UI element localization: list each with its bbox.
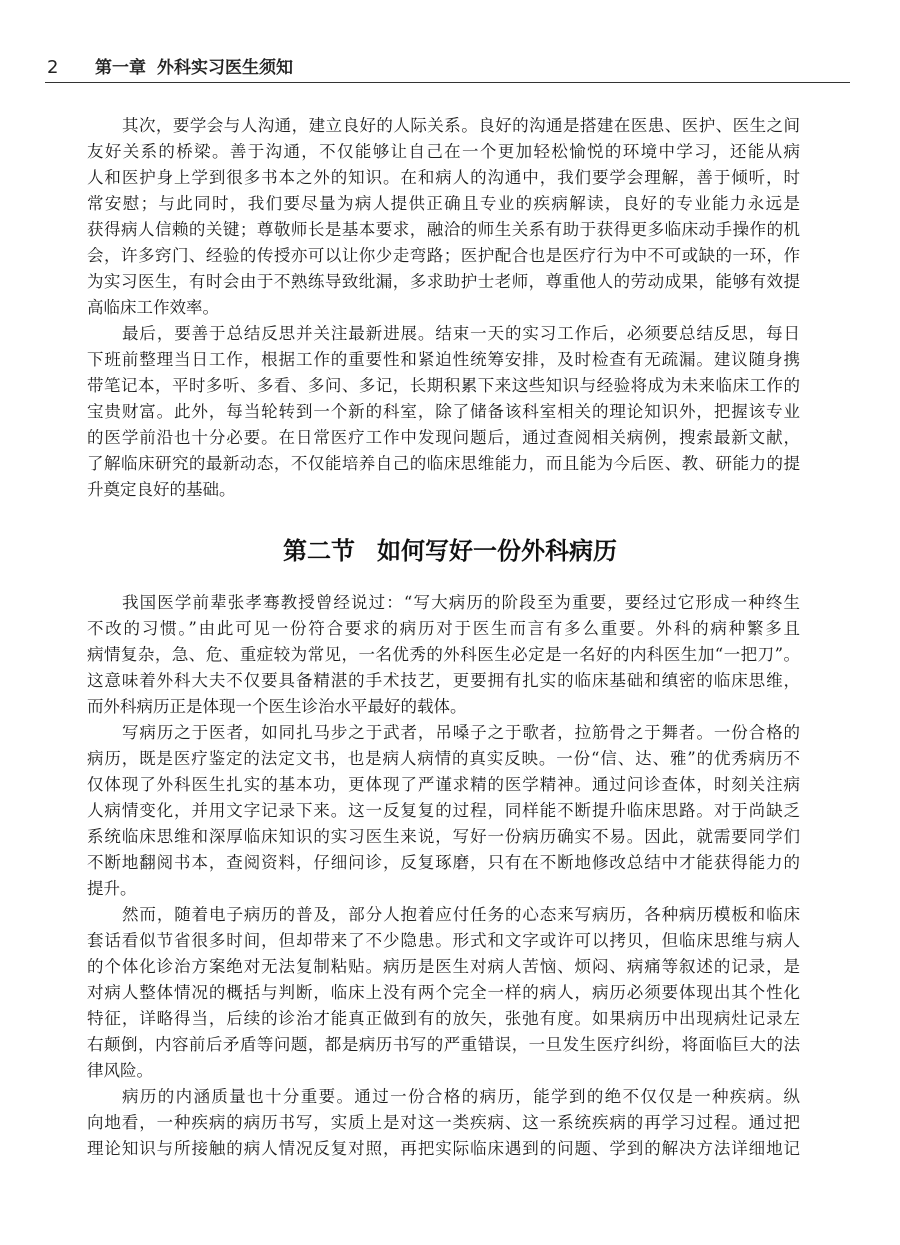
text-line: 仅体现了外科医生扎实的基本功，更体现了严谨求精的医学精神。通过问诊查体，时刻关注病 xyxy=(87,775,800,794)
paragraph xyxy=(87,321,800,503)
text-line: 套话看似节省很多时间，但却带来了不少隐患。形式和文字或许可以拷贝，但临床思维与病人 xyxy=(87,931,800,950)
paragraph xyxy=(87,1084,800,1162)
text-line: 友好关系的桥梁。善于沟通，不仅能够让自己在一个更加轻松愉悦的环境中学习，还能从病 xyxy=(87,142,800,161)
text-line: 带笔记本，平时多听、多看、多问、多记，长期积累下来这些知识与经验将成为未来临床工作的 xyxy=(87,376,800,395)
text-line: 获得病人信赖的关键；尊敬师长是基本要求，融洽的师生关系有助于获得更多临床动手操作的机 xyxy=(87,220,800,239)
text-line: 升奠定良好的基础。 xyxy=(87,480,236,499)
text-line: 不改的习惯。”由此可见一份符合要求的病历对于医生而言有多么重要。外科的病种繁多且 xyxy=(87,619,800,638)
text-line: 写病历之于医者，如同扎马步之于武者，吊嗓子之于歌者，拉筋骨之于舞者。一份合格的 xyxy=(122,723,800,742)
text-line: 的医学前沿也十分必要。在日常医疗工作中发现问题后，通过查阅相关病例，搜索最新文献， xyxy=(87,428,800,447)
text-line: 的个体化诊治方案绝对无法复制粘贴。病历是医生对病人苦恼、烦闷、病痛等叙述的记录，是 xyxy=(87,957,800,976)
text-line: 理论知识与所接触的病人情况反复对照，再把实际临床遇到的问题、学到的解决方法详细地记 xyxy=(87,1139,800,1158)
text-line: 而外科病历正是体现一个医生诊治水平最好的载体。 xyxy=(87,697,467,716)
text-line: 下班前整理当日工作，根据工作的重要性和紧迫性统筹安排，及时检查有无疏漏。建议随身携 xyxy=(87,350,800,369)
text-line: 其次，要学会与人沟通，建立良好的人际关系。良好的沟通是搭建在医患、医护、医生之间 xyxy=(122,116,800,135)
text-line: 常安慰；与此同时，我们要尽量为病人提供正确且专业的疾病解读，良好的专业能力永远是 xyxy=(87,194,800,213)
text-line: 右颠倒，内容前后矛盾等问题，都是病历书写的严重错误，一旦发生医疗纠纷，将面临巨大的法 xyxy=(87,1035,800,1054)
text-line: 提升。 xyxy=(87,879,137,898)
page-number: 2 xyxy=(47,57,59,78)
text-line: 对病人整体情况的概括与判断，临床上没有两个完全一样的病人，病历必须要体现出其个性化 xyxy=(87,983,800,1002)
text-line: 我国医学前辈张孝骞教授曾经说过：“写大病历的阶段至为重要，要经过它形成一种终生 xyxy=(122,593,800,612)
text-line: 人病情变化，并用文字记录下来。这一反复复的过程，同样能不断提升临床思路。对于尚缺乏 xyxy=(87,801,800,820)
section-text xyxy=(87,590,800,1162)
section-heading xyxy=(0,531,900,571)
text-line: 病历，既是医疗鉴定的法定文书，也是病人病情的真实反映。一份“信、达、雅”的优秀病历不 xyxy=(87,749,800,768)
chapter-label: 第一章 xyxy=(95,58,146,78)
text-line: 最后，要善于总结反思并关注最新进展。结束一天的实习工作后，必须要总结反思，每日 xyxy=(122,324,800,343)
section-title: 如何写好一份外科病历 xyxy=(377,537,617,565)
intro-text xyxy=(87,113,800,503)
text-line: 然而，随着电子病历的普及，部分人抱着应付任务的心态来写病历，各种病历模板和临床 xyxy=(122,905,800,924)
paragraph xyxy=(87,902,800,1084)
text-line: 会，许多窍门、经验的传授亦可以让你少走弯路；医护配合也是医疗行为中不可或缺的一环，作 xyxy=(87,246,800,265)
text-line: 病情复杂，急、危、重症较为常见，一名优秀的外科医生必定是一名好的内科医生加“一把刀”。 xyxy=(87,645,800,664)
text-line: 系统临床思维和深厚临床知识的实习医生来说，写好一份病历确实不易。因此，就需要同学们 xyxy=(87,827,800,846)
text-line: 特征，详略得当，后续的诊治才能真正做到有的放矢，张弛有度。如果病历中出现病灶记录左 xyxy=(87,1009,800,1028)
text-line: 不断地翻阅书本，查阅资料，仔细问诊，反复琢磨，只有在不断地修改总结中才能获得能力的 xyxy=(87,853,800,872)
text-line: 病历的内涵质量也十分重要。通过一份合格的病历，能学到的绝不仅仅是一种疾病。纵 xyxy=(122,1087,800,1106)
text-line: 宝贵财富。此外，每当轮转到一个新的科室，除了储备该科室相关的理论知识外，把握该专业 xyxy=(87,402,800,421)
text-line: 人和医护身上学到很多书本之外的知识。在和病人的沟通中，我们要学会理解，善于倾听，时 xyxy=(87,168,800,187)
paragraph xyxy=(87,113,800,321)
section-number: 第二节 xyxy=(283,537,355,565)
chapter-title: 外科实习医生须知 xyxy=(157,58,293,78)
paragraph xyxy=(87,720,800,902)
text-line: 这意味着外科大夫不仅要具备精湛的手术技艺，更要拥有扎实的临床基础和缜密的临床思维， xyxy=(87,671,800,690)
paragraph xyxy=(87,590,800,720)
text-line: 高临床工作效率。 xyxy=(87,298,219,317)
text-line: 了解临床研究的最新动态，不仅能培养自己的临床思维能力，而且能为今后医、教、研能力的提 xyxy=(87,454,800,473)
header-rule xyxy=(45,82,850,83)
text-line: 为实习医生，有时会由于不熟练导致纰漏，多求助护士老师，尊重他人的劳动成果，能够有效提 xyxy=(87,272,800,291)
text-line: 向地看，一种疾病的病历书写，实质上是对这一类疾病、这一系统疾病的再学习过程。通过把 xyxy=(87,1113,800,1132)
text-line: 律风险。 xyxy=(87,1061,153,1080)
